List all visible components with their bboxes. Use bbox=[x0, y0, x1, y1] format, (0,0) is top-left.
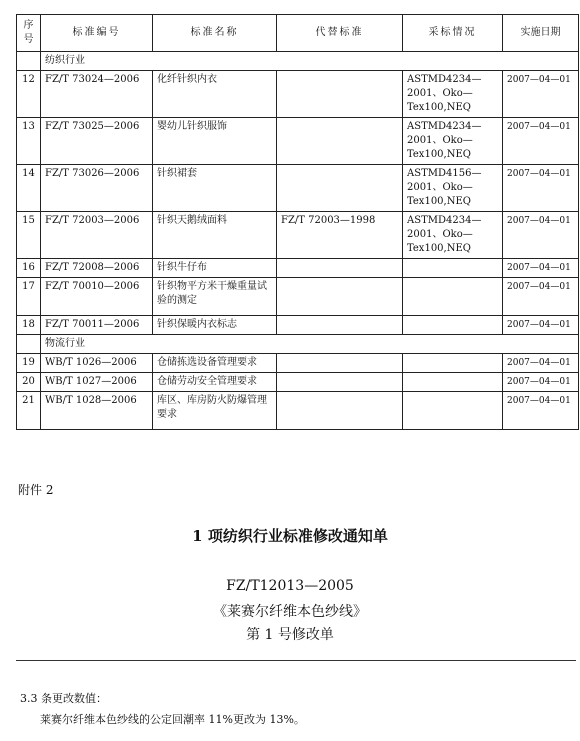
divider bbox=[16, 660, 576, 661]
standards-table bbox=[16, 14, 579, 430]
row-replace bbox=[277, 316, 403, 335]
header-date: 实施日期 bbox=[503, 15, 579, 52]
row-replace bbox=[277, 165, 403, 212]
table-row bbox=[17, 259, 579, 278]
row-replace bbox=[277, 71, 403, 118]
standard-code: FZ/T12013—2005 bbox=[226, 578, 354, 594]
header-adopt: 采标情况 bbox=[403, 15, 503, 52]
table-row bbox=[17, 212, 579, 259]
row-date: 2007—04—01 bbox=[503, 278, 579, 316]
header-name: 标准名称 bbox=[153, 15, 277, 52]
row-adopt bbox=[403, 278, 503, 316]
row-date: 2007—04—01 bbox=[503, 118, 579, 165]
row-name: 针织牛仔布 bbox=[153, 259, 277, 278]
row-adopt bbox=[403, 373, 503, 392]
row-code: WB/T 1026—2006 bbox=[41, 354, 153, 373]
header-no: 序号 bbox=[17, 15, 41, 52]
row-date: 2007—04—01 bbox=[503, 392, 579, 430]
row-no: 14 bbox=[17, 165, 41, 212]
row-no: 21 bbox=[17, 392, 41, 430]
row-adopt bbox=[403, 259, 503, 278]
row-code: FZ/T 70010—2006 bbox=[41, 278, 153, 316]
row-no: 20 bbox=[17, 373, 41, 392]
category-row bbox=[17, 52, 579, 71]
table-row bbox=[17, 316, 579, 335]
row-name: 库区、库房防火防爆管理要求 bbox=[153, 392, 277, 430]
header-code: 标准编号 bbox=[41, 15, 153, 52]
row-date: 2007—04—01 bbox=[503, 259, 579, 278]
row-replace bbox=[277, 118, 403, 165]
row-replace bbox=[277, 259, 403, 278]
row-date: 2007—04—01 bbox=[503, 354, 579, 373]
clause-text: 莱赛尔纤维本色纱线的公定回潮率 11%更改为 13%。 bbox=[40, 713, 305, 726]
category-label: 物流行业 bbox=[41, 335, 579, 354]
row-code: FZ/T 73024—2006 bbox=[41, 71, 153, 118]
standard-name: 《莱赛尔纤维本色纱线》 bbox=[213, 604, 367, 620]
row-date: 2007—04—01 bbox=[503, 316, 579, 335]
row-code: FZ/T 73025—2006 bbox=[41, 118, 153, 165]
table-row bbox=[17, 354, 579, 373]
table-row bbox=[17, 165, 579, 212]
row-adopt bbox=[403, 354, 503, 373]
category-row bbox=[17, 335, 579, 354]
table-row bbox=[17, 373, 579, 392]
row-adopt bbox=[403, 392, 503, 430]
table-row bbox=[17, 278, 579, 316]
row-name: 针织天鹅绒面料 bbox=[153, 212, 277, 259]
row-name: 化纤针织内衣 bbox=[153, 71, 277, 118]
row-adopt: ASTMD4234—2001、Oko—Tex100,NEQ bbox=[403, 71, 503, 118]
row-no: 15 bbox=[17, 212, 41, 259]
row-no: 12 bbox=[17, 71, 41, 118]
row-name: 针织保暖内衣标志 bbox=[153, 316, 277, 335]
row-replace bbox=[277, 392, 403, 430]
row-name: 仓储劳动安全管理要求 bbox=[153, 373, 277, 392]
row-date: 2007—04—01 bbox=[503, 165, 579, 212]
row-no: 19 bbox=[17, 354, 41, 373]
amendment-number: 第 1 号修改单 bbox=[246, 627, 334, 643]
clause-heading: 3.3 条更改数值： bbox=[20, 692, 107, 705]
attachment-label: 附件 2 bbox=[18, 483, 54, 497]
table-row bbox=[17, 71, 579, 118]
header-replace: 代替标准 bbox=[277, 15, 403, 52]
row-adopt: ASTMD4234—2001、Oko—Tex100,NEQ bbox=[403, 118, 503, 165]
row-code: WB/T 1028—2006 bbox=[41, 392, 153, 430]
row-replace bbox=[277, 373, 403, 392]
row-date: 2007—04—01 bbox=[503, 212, 579, 259]
row-no: 18 bbox=[17, 316, 41, 335]
row-name: 仓储拣选设备管理要求 bbox=[153, 354, 277, 373]
row-code: FZ/T 73026—2006 bbox=[41, 165, 153, 212]
row-replace: FZ/T 72003—1998 bbox=[277, 212, 403, 259]
table-row bbox=[17, 392, 579, 430]
row-replace bbox=[277, 278, 403, 316]
notice-title: 1 项纺织行业标准修改通知单 bbox=[192, 527, 388, 545]
row-no: 13 bbox=[17, 118, 41, 165]
row-adopt: ASTMD4234—2001、Oko—Tex100,NEQ bbox=[403, 212, 503, 259]
row-name: 针织裙套 bbox=[153, 165, 277, 212]
row-adopt bbox=[403, 316, 503, 335]
row-no: 17 bbox=[17, 278, 41, 316]
row-code: WB/T 1027—2006 bbox=[41, 373, 153, 392]
row-date: 2007—04—01 bbox=[503, 373, 579, 392]
row-code: FZ/T 72003—2006 bbox=[41, 212, 153, 259]
row-replace bbox=[277, 354, 403, 373]
row-no: 16 bbox=[17, 259, 41, 278]
row-code: FZ/T 70011—2006 bbox=[41, 316, 153, 335]
row-date: 2007—04—01 bbox=[503, 71, 579, 118]
table-header-row bbox=[17, 15, 579, 52]
row-name: 针织物平方米干燥重量试验的测定 bbox=[153, 278, 277, 316]
table-row bbox=[17, 118, 579, 165]
row-code: FZ/T 72008—2006 bbox=[41, 259, 153, 278]
row-name: 婴幼儿针织服饰 bbox=[153, 118, 277, 165]
row-adopt: ASTMD4156—2001、Oko—Tex100,NEQ bbox=[403, 165, 503, 212]
category-label: 纺织行业 bbox=[41, 52, 579, 71]
